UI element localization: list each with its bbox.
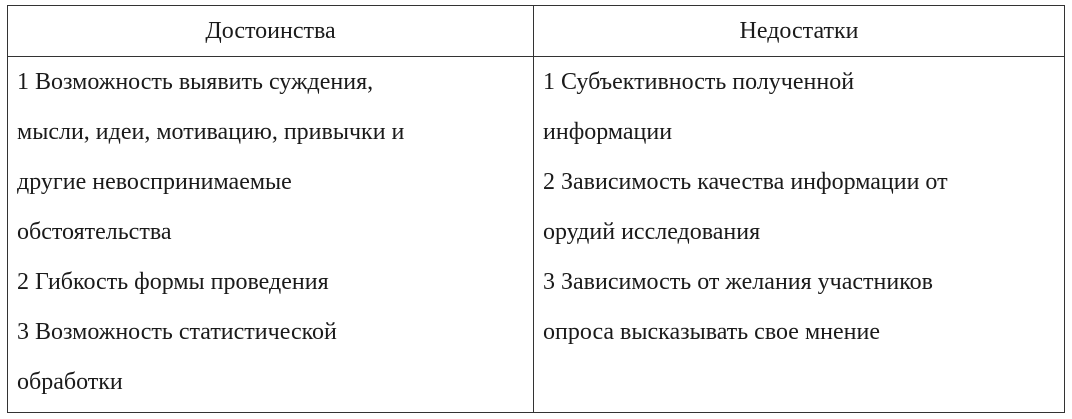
advantages-line: обработки <box>17 369 123 395</box>
advantages-list <box>8 57 533 412</box>
advantages-line: мысли, идеи, мотивацию, привычки и <box>17 119 405 145</box>
advantages-line: 3 Возможность статистической <box>17 319 337 345</box>
disadvantages-line: 3 Зависимость от желания участников <box>543 269 933 295</box>
disadvantages-line: информации <box>543 119 673 145</box>
advantages-line: обстоятельства <box>17 219 172 245</box>
advantages-cell <box>8 57 534 413</box>
disadvantages-line: орудий исследования <box>543 219 761 245</box>
advantages-line: другие невоспринимаемые <box>17 169 292 195</box>
table-header-row <box>8 6 1065 57</box>
table-row <box>8 57 1065 413</box>
header-advantages: Достоинства <box>8 6 534 57</box>
disadvantages-line: 2 Зависимость качества информации от <box>543 169 948 195</box>
disadvantages-cell <box>534 57 1065 413</box>
disadvantages-line: опроса высказывать свое мнение <box>543 319 880 345</box>
disadvantages-list <box>534 57 1064 362</box>
disadvantages-line: 1 Субъективность полученной <box>543 69 855 95</box>
header-disadvantages: Недостатки <box>534 6 1065 57</box>
advantages-line: 2 Гибкость формы проведения <box>17 269 329 295</box>
comparison-table <box>7 5 1065 413</box>
advantages-line: 1 Возможность выявить суждения, <box>17 69 374 95</box>
